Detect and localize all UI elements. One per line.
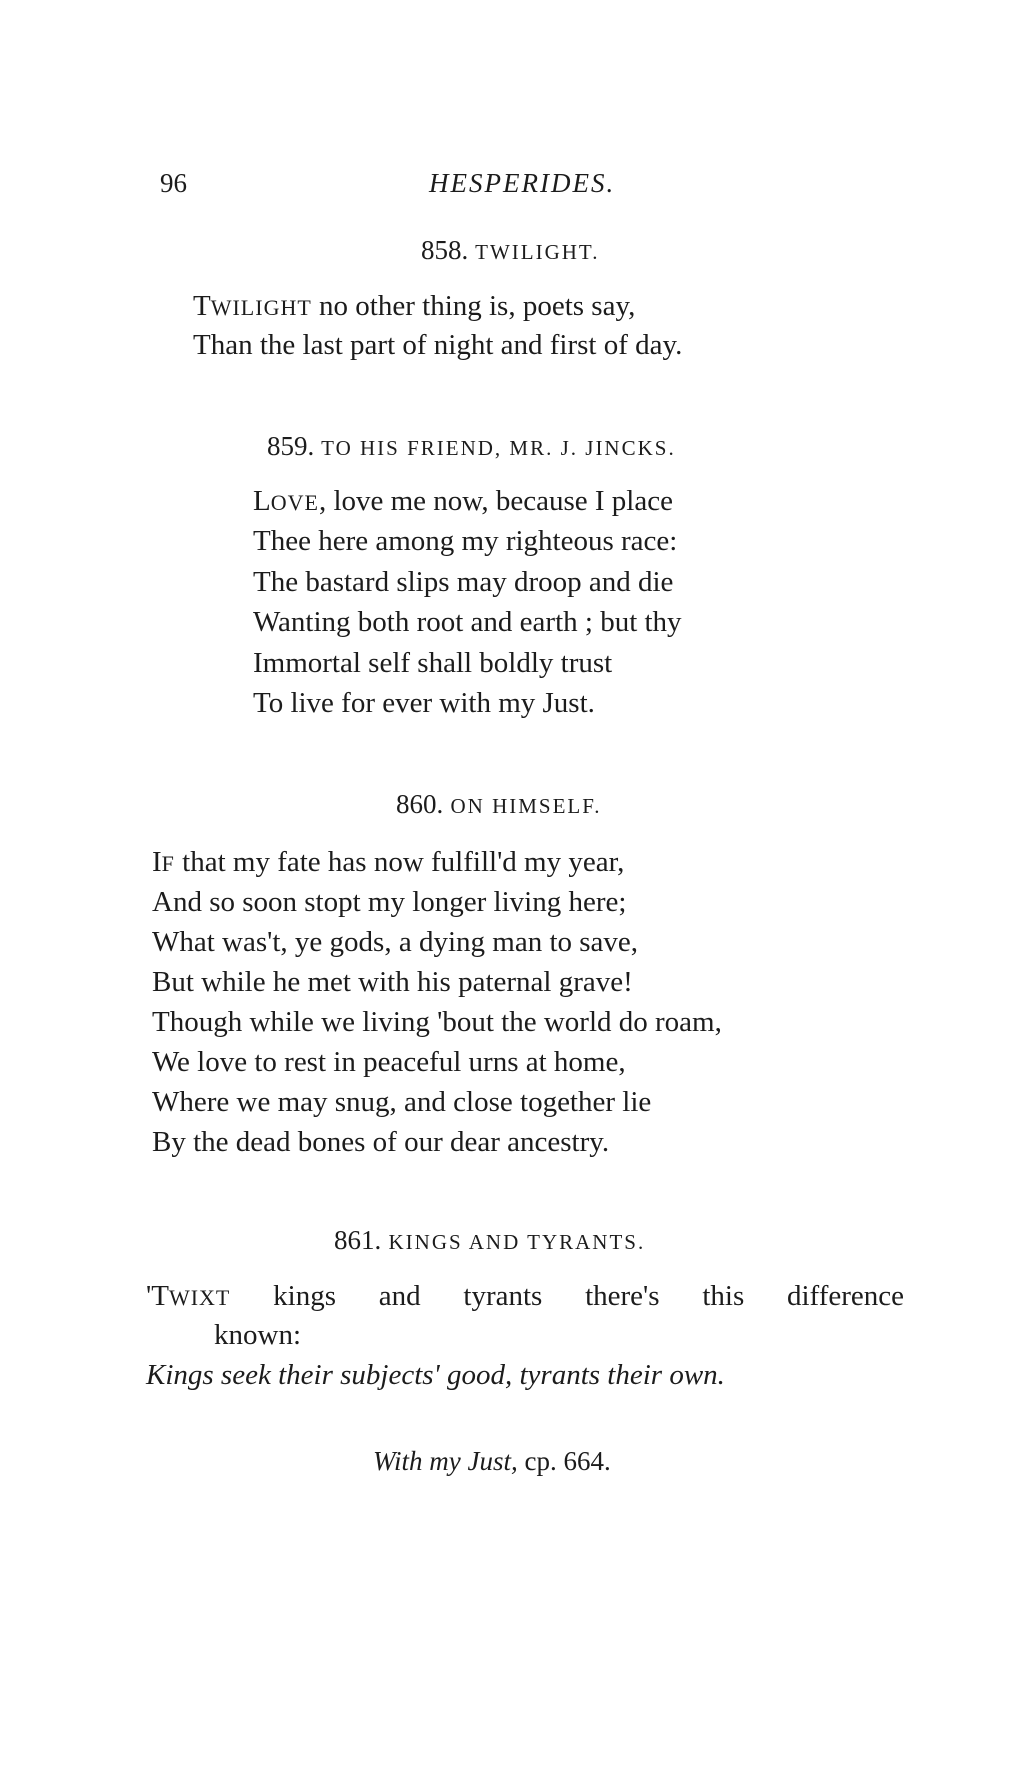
line-word: this (702, 1280, 745, 1312)
small-caps: WIXT (168, 1285, 231, 1310)
poem-line: Where we may snug, and close together lie (152, 1086, 652, 1118)
poem-number: 860. (396, 789, 444, 819)
poem-line: We love to rest in peaceful urns at home, (152, 1046, 626, 1078)
small-caps: OVE (270, 490, 319, 515)
poem-line: Kings seek their subjects' good, tyrants their own. (146, 1359, 725, 1391)
line-word: difference (787, 1280, 904, 1312)
poem-line: The bastard slips may droop and die (253, 566, 674, 598)
line-word (146, 1280, 230, 1313)
poem-line: Though while we living 'bout the world do roam, (152, 1006, 722, 1038)
initial-letter: I (152, 846, 162, 878)
initial-letter: T (193, 290, 211, 322)
line-word: tyrants (463, 1280, 543, 1312)
poem-line (146, 1280, 904, 1313)
poem-heading (396, 789, 602, 820)
page-number: 96 (160, 168, 187, 198)
footnote-ref: With my Just, (373, 1446, 518, 1476)
poem-heading (421, 235, 599, 266)
initial-letter: 'T (146, 1280, 169, 1312)
small-caps: WILIGHT (210, 295, 312, 320)
line-word: kings (273, 1280, 336, 1312)
poem-line (193, 290, 635, 323)
poem-line: And so soon stopt my longer living here; (152, 886, 627, 918)
poem-title: ON HIMSELF. (450, 794, 602, 818)
initial-letter: L (253, 485, 271, 517)
running-title: HESPERIDES. (429, 168, 616, 198)
poem-title: TWILIGHT. (475, 240, 600, 264)
poem-line: known: (214, 1319, 301, 1351)
poem-line: What was't, ye gods, a dying man to save, (152, 926, 639, 958)
poem-line: Immortal self shall boldly trust (253, 647, 613, 679)
poem-line (253, 485, 673, 518)
line-text: that my fate has now fulfill'd my year, (174, 846, 625, 878)
poem-heading (334, 1225, 645, 1256)
poem-title: TO HIS FRIEND, MR. J. JINCKS. (321, 436, 676, 460)
poem-line: Than the last part of night and first of day. (193, 329, 683, 361)
footnote (373, 1446, 611, 1477)
line-word: and (378, 1280, 421, 1312)
line-word: there's (585, 1280, 660, 1312)
poem-line: By the dead bones of our dear ancestry. (152, 1126, 610, 1158)
footnote-text: cp. 664. (517, 1446, 611, 1476)
poem-number: 858. (421, 235, 469, 265)
poem-line: But while he met with his paternal grave! (152, 966, 633, 998)
small-caps: F (161, 851, 175, 876)
poem-number: 861. (334, 1225, 382, 1255)
poem-line: Thee here among my righteous race: (253, 525, 678, 557)
poem-line (152, 846, 624, 879)
line-text: no other thing is, poets say, (311, 290, 636, 322)
poem-heading (267, 431, 676, 462)
poem-title: KINGS AND TYRANTS. (388, 1230, 646, 1254)
poem-line: To live for ever with my Just. (253, 687, 595, 719)
line-text: , love me now, because I place (318, 485, 673, 517)
poem-number: 859. (267, 431, 315, 461)
poem-line: Wanting both root and earth ; but thy (253, 606, 682, 638)
